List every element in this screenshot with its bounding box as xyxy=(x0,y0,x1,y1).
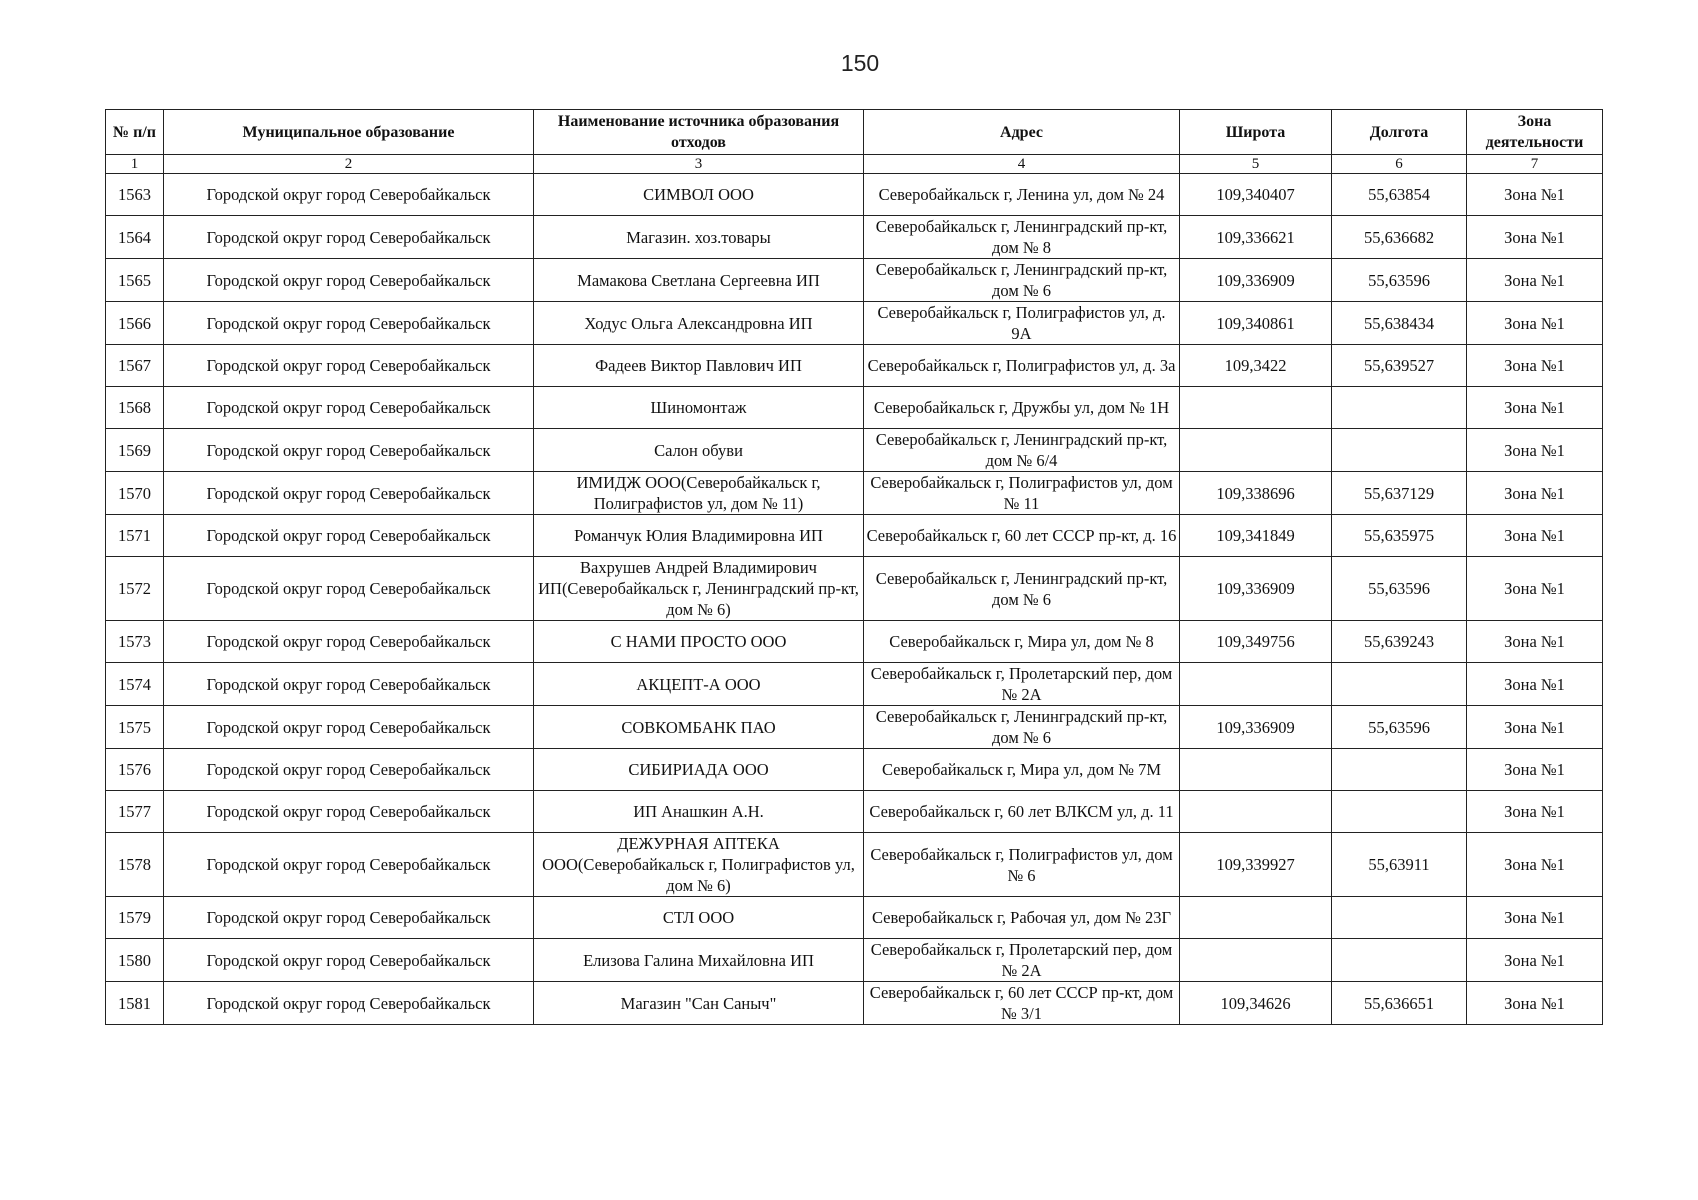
cell-longitude: 55,63596 xyxy=(1332,706,1467,749)
cell-source-name: АКЦЕПТ-А ООО xyxy=(534,663,864,706)
cell-address: Северобайкальск г, Ленина ул, дом № 24 xyxy=(864,174,1180,216)
cell-address: Северобайкальск г, Пролетарский пер, дом № 2А xyxy=(864,663,1180,706)
cell-municipality: Городской округ город Северобайкальск xyxy=(164,833,534,897)
cell-row-number: 1572 xyxy=(106,557,164,621)
cell-activity-zone: Зона №1 xyxy=(1467,982,1603,1025)
cell-source-name: СОВКОМБАНК ПАО xyxy=(534,706,864,749)
table-row xyxy=(106,897,1603,939)
cell-source-name: Мамакова Светлана Сергеевна ИП xyxy=(534,259,864,302)
cell-latitude: 109,349756 xyxy=(1180,621,1332,663)
cell-municipality: Городской округ город Северобайкальск xyxy=(164,621,534,663)
cell-address: Северобайкальск г, 60 лет СССР пр-кт, дом № 3/1 xyxy=(864,982,1180,1025)
table-row xyxy=(106,259,1603,302)
cell-latitude: 109,336909 xyxy=(1180,706,1332,749)
cell-longitude xyxy=(1332,897,1467,939)
cell-row-number: 1567 xyxy=(106,345,164,387)
cell-municipality: Городской округ город Северобайкальск xyxy=(164,557,534,621)
cell-activity-zone: Зона №1 xyxy=(1467,749,1603,791)
cell-row-number: 1563 xyxy=(106,174,164,216)
table-row xyxy=(106,791,1603,833)
table-row xyxy=(106,429,1603,472)
cell-address: Северобайкальск г, Рабочая ул, дом № 23Г xyxy=(864,897,1180,939)
cell-latitude: 109,339927 xyxy=(1180,833,1332,897)
cell-activity-zone: Зона №1 xyxy=(1467,939,1603,982)
cell-row-number: 1578 xyxy=(106,833,164,897)
column-header: Зона деятельности xyxy=(1467,110,1603,155)
cell-address: Северобайкальск г, Дружбы ул, дом № 1Н xyxy=(864,387,1180,429)
cell-row-number: 1579 xyxy=(106,897,164,939)
cell-municipality: Городской округ город Северобайкальск xyxy=(164,982,534,1025)
cell-address: Северобайкальск г, Ленинградский пр-кт, дом № 6 xyxy=(864,706,1180,749)
cell-activity-zone: Зона №1 xyxy=(1467,791,1603,833)
cell-longitude xyxy=(1332,387,1467,429)
cell-activity-zone: Зона №1 xyxy=(1467,302,1603,345)
cell-row-number: 1576 xyxy=(106,749,164,791)
cell-source-name: СИБИРИАДА ООО xyxy=(534,749,864,791)
column-number: 2 xyxy=(164,155,534,174)
cell-municipality: Городской округ город Северобайкальск xyxy=(164,749,534,791)
cell-address: Северобайкальск г, 60 лет СССР пр-кт, д. 16 xyxy=(864,515,1180,557)
cell-municipality: Городской округ город Северобайкальск xyxy=(164,259,534,302)
cell-latitude: 109,336909 xyxy=(1180,259,1332,302)
cell-row-number: 1570 xyxy=(106,472,164,515)
cell-activity-zone: Зона №1 xyxy=(1467,429,1603,472)
cell-longitude xyxy=(1332,791,1467,833)
cell-address: Северобайкальск г, Ленинградский пр-кт, дом № 6/4 xyxy=(864,429,1180,472)
table-row xyxy=(106,939,1603,982)
cell-activity-zone: Зона №1 xyxy=(1467,387,1603,429)
cell-source-name: ИМИДЖ ООО(Северобайкальск г, Полиграфистов ул, дом № 11) xyxy=(534,472,864,515)
cell-source-name: ДЕЖУРНАЯ АПТЕКА ООО(Северобайкальск г, Полиграфистов ул, дом № 6) xyxy=(534,833,864,897)
cell-latitude: 109,340861 xyxy=(1180,302,1332,345)
cell-source-name: Салон обуви xyxy=(534,429,864,472)
cell-source-name: Елизова Галина Михайловна ИП xyxy=(534,939,864,982)
column-number: 3 xyxy=(534,155,864,174)
cell-source-name: СИМВОЛ ООО xyxy=(534,174,864,216)
cell-latitude xyxy=(1180,387,1332,429)
cell-latitude: 109,34626 xyxy=(1180,982,1332,1025)
column-number: 4 xyxy=(864,155,1180,174)
cell-row-number: 1574 xyxy=(106,663,164,706)
cell-address: Северобайкальск г, Полиграфистов ул, д. 3а xyxy=(864,345,1180,387)
cell-source-name: ИП Анашкин А.Н. xyxy=(534,791,864,833)
cell-longitude: 55,636682 xyxy=(1332,216,1467,259)
cell-longitude: 55,63854 xyxy=(1332,174,1467,216)
table-row xyxy=(106,387,1603,429)
table-row xyxy=(106,472,1603,515)
table-row xyxy=(106,345,1603,387)
cell-longitude xyxy=(1332,939,1467,982)
table-body xyxy=(106,174,1603,1025)
cell-latitude xyxy=(1180,791,1332,833)
table-row xyxy=(106,663,1603,706)
table-row xyxy=(106,515,1603,557)
cell-source-name: Вахрушев Андрей Владимирович ИП(Северобайкальск г, Ленинградский пр-кт, дом № 6) xyxy=(534,557,864,621)
cell-municipality: Городской округ город Северобайкальск xyxy=(164,791,534,833)
cell-longitude: 55,639527 xyxy=(1332,345,1467,387)
cell-source-name: Романчук Юлия Владимировна ИП xyxy=(534,515,864,557)
cell-activity-zone: Зона №1 xyxy=(1467,897,1603,939)
cell-municipality: Городской округ город Северобайкальск xyxy=(164,429,534,472)
cell-address: Северобайкальск г, Полиграфистов ул, дом № 6 xyxy=(864,833,1180,897)
cell-municipality: Городской округ город Северобайкальск xyxy=(164,472,534,515)
cell-activity-zone: Зона №1 xyxy=(1467,216,1603,259)
cell-longitude: 55,63596 xyxy=(1332,259,1467,302)
column-header: Адрес xyxy=(864,110,1180,155)
header-row xyxy=(106,110,1603,155)
cell-address: Северобайкальск г, Ленинградский пр-кт, дом № 6 xyxy=(864,557,1180,621)
cell-longitude: 55,635975 xyxy=(1332,515,1467,557)
cell-latitude xyxy=(1180,749,1332,791)
cell-row-number: 1580 xyxy=(106,939,164,982)
table-row xyxy=(106,557,1603,621)
cell-municipality: Городской округ город Северобайкальск xyxy=(164,939,534,982)
cell-activity-zone: Зона №1 xyxy=(1467,345,1603,387)
cell-row-number: 1564 xyxy=(106,216,164,259)
table-row xyxy=(106,621,1603,663)
waste-sources-table xyxy=(105,109,1603,1025)
cell-municipality: Городской округ город Северобайкальск xyxy=(164,302,534,345)
table-row xyxy=(106,982,1603,1025)
cell-source-name: Ходус Ольга Александровна ИП xyxy=(534,302,864,345)
cell-row-number: 1573 xyxy=(106,621,164,663)
cell-address: Северобайкальск г, Мира ул, дом № 7М xyxy=(864,749,1180,791)
cell-activity-zone: Зона №1 xyxy=(1467,259,1603,302)
cell-address: Северобайкальск г, Ленинградский пр-кт, дом № 8 xyxy=(864,216,1180,259)
cell-row-number: 1566 xyxy=(106,302,164,345)
cell-longitude: 55,638434 xyxy=(1332,302,1467,345)
cell-row-number: 1569 xyxy=(106,429,164,472)
cell-address: Северобайкальск г, Мира ул, дом № 8 xyxy=(864,621,1180,663)
cell-activity-zone: Зона №1 xyxy=(1467,557,1603,621)
table-row xyxy=(106,302,1603,345)
column-header: Широта xyxy=(1180,110,1332,155)
column-number: 5 xyxy=(1180,155,1332,174)
cell-municipality: Городской округ город Северобайкальск xyxy=(164,345,534,387)
cell-source-name: Магазин. хоз.товары xyxy=(534,216,864,259)
cell-latitude xyxy=(1180,429,1332,472)
cell-activity-zone: Зона №1 xyxy=(1467,706,1603,749)
cell-row-number: 1565 xyxy=(106,259,164,302)
cell-latitude xyxy=(1180,897,1332,939)
cell-latitude: 109,3422 xyxy=(1180,345,1332,387)
cell-longitude: 55,636651 xyxy=(1332,982,1467,1025)
cell-municipality: Городской округ город Северобайкальск xyxy=(164,387,534,429)
cell-longitude: 55,63911 xyxy=(1332,833,1467,897)
cell-latitude: 109,336621 xyxy=(1180,216,1332,259)
column-header: Долгота xyxy=(1332,110,1467,155)
cell-activity-zone: Зона №1 xyxy=(1467,515,1603,557)
table-row xyxy=(106,706,1603,749)
cell-row-number: 1571 xyxy=(106,515,164,557)
cell-row-number: 1575 xyxy=(106,706,164,749)
cell-municipality: Городской округ город Северобайкальск xyxy=(164,663,534,706)
cell-activity-zone: Зона №1 xyxy=(1467,174,1603,216)
cell-longitude xyxy=(1332,663,1467,706)
cell-longitude xyxy=(1332,429,1467,472)
cell-address: Северобайкальск г, Полиграфистов ул, дом № 11 xyxy=(864,472,1180,515)
table-row xyxy=(106,174,1603,216)
cell-row-number: 1568 xyxy=(106,387,164,429)
cell-row-number: 1577 xyxy=(106,791,164,833)
cell-source-name: Шиномонтаж xyxy=(534,387,864,429)
table-row xyxy=(106,216,1603,259)
column-number: 1 xyxy=(106,155,164,174)
cell-latitude xyxy=(1180,939,1332,982)
cell-source-name: СТЛ ООО xyxy=(534,897,864,939)
cell-longitude xyxy=(1332,749,1467,791)
cell-municipality: Городской округ город Северобайкальск xyxy=(164,515,534,557)
cell-municipality: Городской округ город Северобайкальск xyxy=(164,216,534,259)
cell-activity-zone: Зона №1 xyxy=(1467,833,1603,897)
cell-activity-zone: Зона №1 xyxy=(1467,663,1603,706)
cell-address: Северобайкальск г, Ленинградский пр-кт, дом № 6 xyxy=(864,259,1180,302)
column-header: № п/п xyxy=(106,110,164,155)
cell-latitude: 109,336909 xyxy=(1180,557,1332,621)
table-row xyxy=(106,749,1603,791)
cell-source-name: Магазин "Сан Саныч" xyxy=(534,982,864,1025)
cell-municipality: Городской округ город Северобайкальск xyxy=(164,706,534,749)
cell-source-name: С НАМИ ПРОСТО ООО xyxy=(534,621,864,663)
page-number: 150 xyxy=(840,50,880,76)
cell-address: Северобайкальск г, Пролетарский пер, дом № 2А xyxy=(864,939,1180,982)
cell-latitude: 109,338696 xyxy=(1180,472,1332,515)
cell-activity-zone: Зона №1 xyxy=(1467,472,1603,515)
column-number-row xyxy=(106,155,1603,174)
cell-municipality: Городской округ город Северобайкальск xyxy=(164,174,534,216)
cell-longitude: 55,637129 xyxy=(1332,472,1467,515)
cell-latitude: 109,341849 xyxy=(1180,515,1332,557)
cell-address: Северобайкальск г, 60 лет ВЛКСМ ул, д. 11 xyxy=(864,791,1180,833)
cell-row-number: 1581 xyxy=(106,982,164,1025)
column-header: Наименование источника образования отходов xyxy=(534,110,864,155)
cell-activity-zone: Зона №1 xyxy=(1467,621,1603,663)
cell-source-name: Фадеев Виктор Павлович ИП xyxy=(534,345,864,387)
cell-municipality: Городской округ город Северобайкальск xyxy=(164,897,534,939)
cell-address: Северобайкальск г, Полиграфистов ул, д. 9А xyxy=(864,302,1180,345)
cell-longitude: 55,63596 xyxy=(1332,557,1467,621)
table-row xyxy=(106,833,1603,897)
cell-latitude xyxy=(1180,663,1332,706)
column-header: Муниципальное образование xyxy=(164,110,534,155)
cell-longitude: 55,639243 xyxy=(1332,621,1467,663)
cell-latitude: 109,340407 xyxy=(1180,174,1332,216)
column-number: 6 xyxy=(1332,155,1467,174)
column-number: 7 xyxy=(1467,155,1603,174)
